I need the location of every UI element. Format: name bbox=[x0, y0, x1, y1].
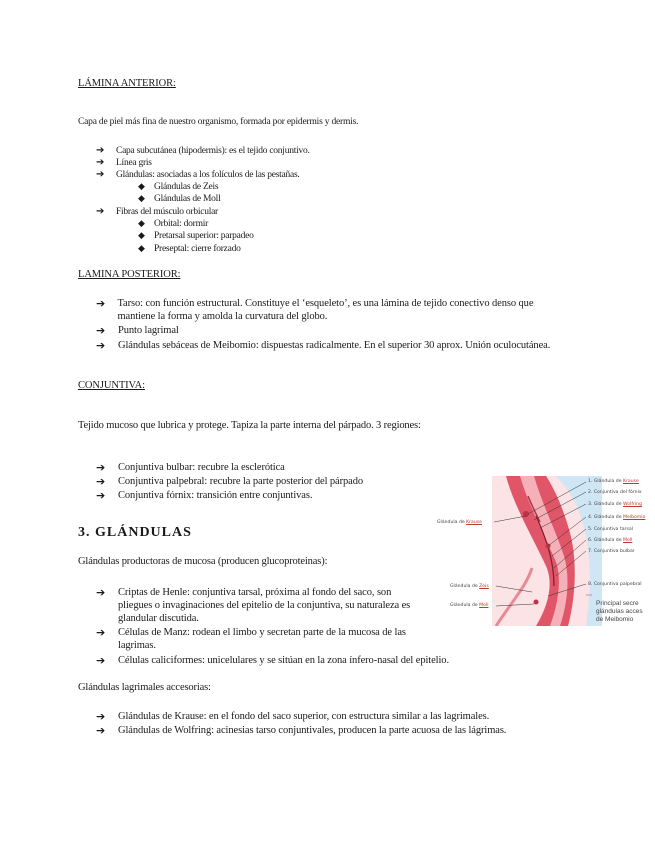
list-item: ➔ Glándulas de Krause: en el fondo del saco superior, con estructura similar a las lagrimales. bbox=[96, 710, 490, 723]
figure-label: Glándula de Krause bbox=[437, 520, 483, 525]
conjuntiva-intro: Tejido mucoso que lubrica y protege. Tapiza la parte interna del párpado. 3 regiones: bbox=[78, 420, 421, 431]
figure-label: 7. Conjuntiva bulbar bbox=[588, 549, 635, 554]
list-item: ➔ Punto lagrimal bbox=[96, 324, 179, 337]
sub-list-item: ◆ Orbital: dormir bbox=[138, 219, 209, 229]
list-item: ➔ Criptas de Henle: conjuntiva tarsal, próxima al fondo del saco, son pliegues o invaginaciones del epitelio de la conjuntiva, su naturaleza es glandular discutida. bbox=[96, 586, 411, 624]
list-item: ➔ Línea gris bbox=[96, 157, 152, 168]
lamina-posterior-heading: LAMINA POSTERIOR: bbox=[78, 269, 181, 280]
mucosa-intro: Glándulas productoras de mucosa (producen glucoproteinas): bbox=[78, 556, 328, 567]
list-item: ➔ Glándulas de Wolfring: acinesias tarso conjuntivales, producen la parte acuosa de las lágrimas. bbox=[96, 724, 507, 737]
lamina-anterior-intro: Capa de piel más fina de nuestro organismo, formada por epidermis y dermis. bbox=[78, 117, 359, 127]
arrow-bullet-icon: ➔ bbox=[96, 145, 105, 156]
sub-list-item: ◆ Glándulas de Moll bbox=[138, 194, 221, 204]
list-item: ➔ Fibras del músculo orbicular bbox=[96, 206, 218, 217]
figure-label: Glándula de Zeis bbox=[450, 584, 489, 589]
conjuntiva-heading: CONJUNTIVA: bbox=[78, 380, 145, 391]
figure-label: Glándula de Moll bbox=[450, 603, 489, 608]
arrow-bullet-icon: ➔ bbox=[96, 339, 106, 352]
arrow-bullet-icon: ➔ bbox=[96, 324, 106, 337]
sub-list-item: ◆ Glándulas de Zeis bbox=[138, 182, 219, 192]
list-item: ➔ Conjuntiva palpebral: recubre la parte posterior del párpado bbox=[96, 475, 364, 488]
list-item: ➔ Conjuntiva bulbar: recubre la esclerótica bbox=[96, 461, 285, 474]
list-item: ➔ Células de Manz: rodean el limbo y secretan parte de la mucosa de las lagrimas. bbox=[96, 626, 406, 651]
arrow-bullet-icon: ➔ bbox=[96, 169, 105, 180]
list-item: ➔ Conjuntiva fórnix: transición entre conjuntivas. bbox=[96, 489, 313, 502]
figure-label: 1. Glándula de Krause bbox=[588, 479, 639, 484]
figure-label: 2. Conjuntiva del fórnix bbox=[588, 490, 642, 495]
figure-label: 6. Glándula de Moll bbox=[588, 538, 633, 543]
arrow-bullet-icon: ➔ bbox=[96, 724, 106, 737]
figure-caption: Principal secre glándulas acces de Meibomio bbox=[596, 600, 643, 623]
sub-list-item: ◆ Pretarsal superior: parpadeo bbox=[138, 231, 254, 241]
arrow-bullet-icon: ➔ bbox=[96, 489, 106, 502]
sub-list-item: ◆ Preseptal: cierre forzado bbox=[138, 244, 241, 254]
arrow-bullet-icon: ➔ bbox=[96, 626, 106, 639]
arrow-bullet-icon: ➔ bbox=[96, 157, 105, 168]
figure-label: 8. Conjuntiva palpebral bbox=[588, 582, 642, 587]
diamond-bullet-icon: ◆ bbox=[138, 231, 145, 241]
list-item: ➔ Capa subcutánea (hipodermis): es el tejido conjuntivo. bbox=[96, 145, 310, 156]
arrow-bullet-icon: ➔ bbox=[96, 654, 106, 667]
arrow-bullet-icon: ➔ bbox=[96, 297, 106, 310]
arrow-bullet-icon: ➔ bbox=[96, 461, 106, 474]
figure-label: 5. Conjuntiva tarsal bbox=[588, 527, 633, 532]
diamond-bullet-icon: ◆ bbox=[138, 219, 145, 229]
arrow-bullet-icon: ➔ bbox=[96, 710, 106, 723]
figure-label: 3. Glándula de Wolfring bbox=[588, 502, 642, 507]
list-item: ➔ Tarso: con función estructural. Constituye el ‘esqueleto’, es una lámina de tejido conectivo denso que mantiene la forma y amolda la curvatura del globo. bbox=[96, 297, 534, 322]
list-item: ➔ Glándulas sebáceas de Meibomio: dispuestas radicalmente. En el superior 30 aprox. Unión oculocutánea. bbox=[96, 339, 551, 352]
lamina-anterior-heading: LÁMINA ANTERIOR: bbox=[78, 78, 176, 89]
arrow-bullet-icon: ➔ bbox=[96, 586, 106, 599]
list-item: ➔ Células caliciformes: unicelulares y se sitúan en la zona ínfero-nasal del epitelio. bbox=[96, 654, 449, 667]
arrow-bullet-icon: ➔ bbox=[96, 475, 106, 488]
arrow-bullet-icon: ➔ bbox=[96, 206, 105, 217]
diamond-bullet-icon: ◆ bbox=[138, 194, 145, 204]
figure-label: 4. Glándula de Meibomio bbox=[588, 515, 646, 520]
section-title: 3. GLÁNDULAS bbox=[78, 525, 192, 540]
accesorias-intro: Glándulas lagrimales accesorias: bbox=[78, 682, 211, 693]
eyelid-glands-figure bbox=[436, 476, 655, 626]
diamond-bullet-icon: ◆ bbox=[138, 182, 145, 192]
list-item: ➔ Glándulas: asociadas a los folículos de las pestañas. bbox=[96, 169, 300, 180]
diamond-bullet-icon: ◆ bbox=[138, 244, 145, 254]
